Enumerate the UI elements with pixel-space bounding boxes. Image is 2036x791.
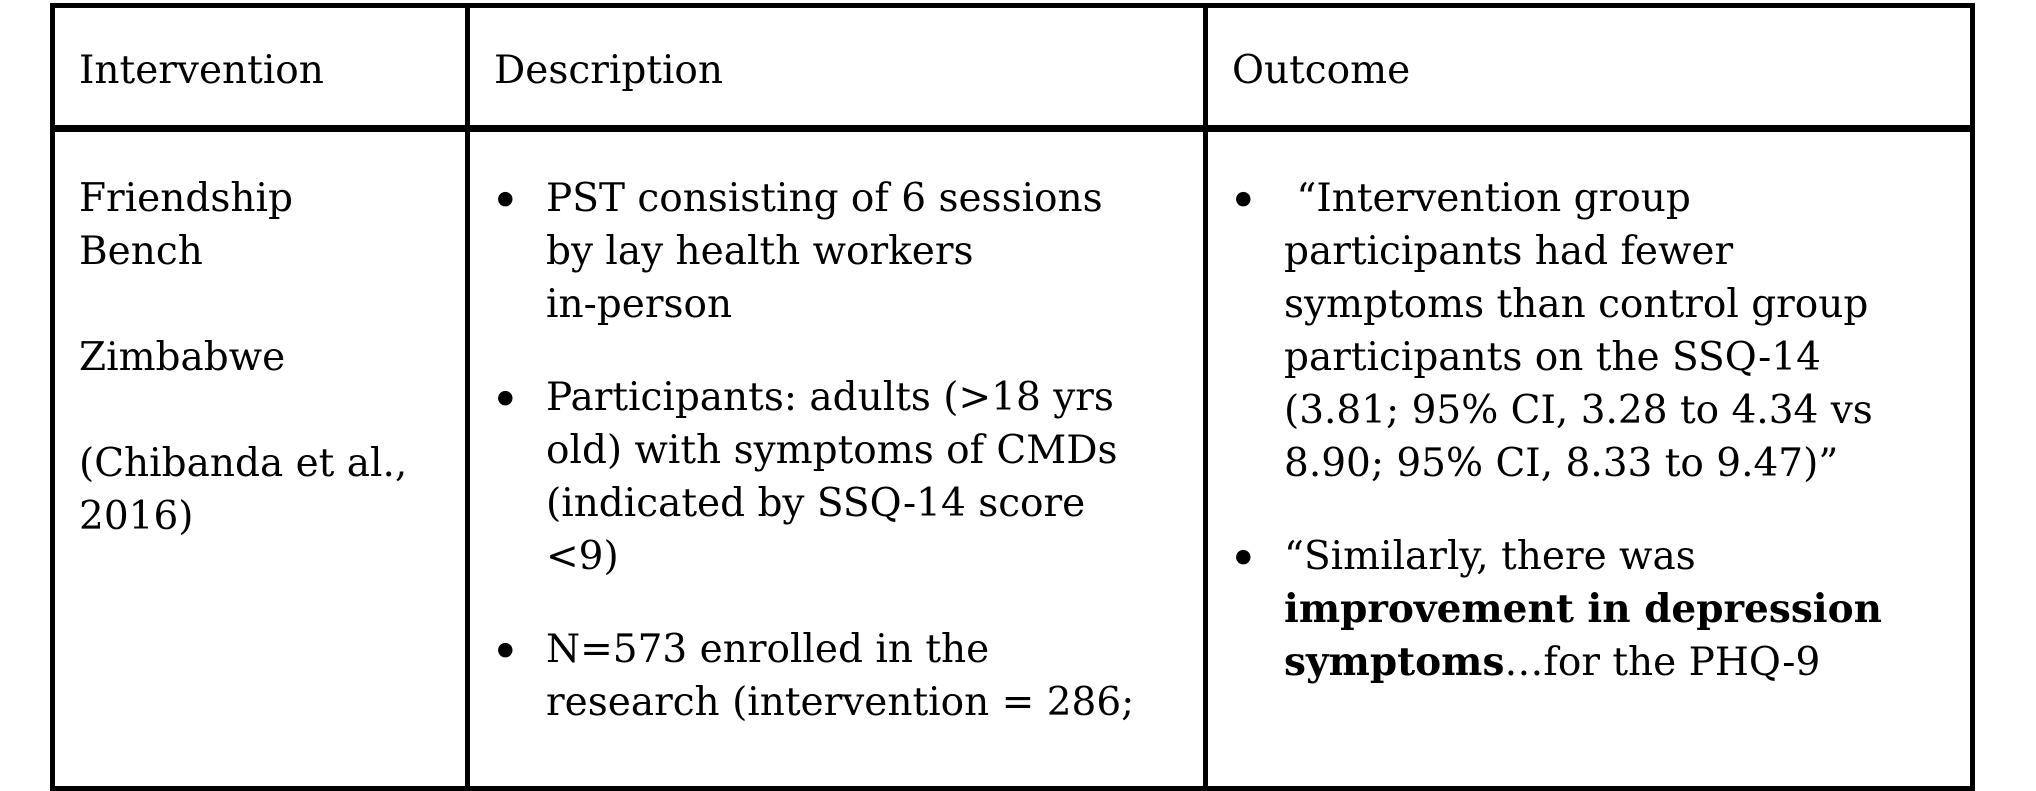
paragraph-intervention-name <box>79 172 445 278</box>
text-line: by lay health workers <box>546 229 974 274</box>
column-header-label: Description <box>494 48 724 93</box>
text-line: (indicated by SSQ-14 score <box>546 481 1086 526</box>
text-line: Friendship <box>79 176 293 221</box>
text-line: symptoms than control group <box>1284 282 1869 327</box>
text-line: old) with symptoms of CMDs <box>546 428 1118 473</box>
text-line: (Chibanda et al., <box>79 441 408 486</box>
paragraph-citation <box>79 437 445 543</box>
table-row <box>53 129 1973 789</box>
list-item <box>494 172 1183 331</box>
list-item-text <box>546 371 1183 583</box>
text-line: “Intervention group <box>1284 176 1691 221</box>
list-item-text <box>546 172 1183 331</box>
text-line: Bench <box>79 229 203 274</box>
cell-intervention <box>53 129 468 789</box>
list-item <box>494 623 1183 729</box>
bold-text-segment: symptoms <box>1284 639 1505 685</box>
bullet-icon: ● <box>1235 187 1252 209</box>
text-line: in-person <box>546 282 733 327</box>
text-line: (3.81; 95% CI, 3.28 to 4.34 vs <box>1284 388 1873 433</box>
text-line: PST consisting of 6 sessions <box>546 176 1103 221</box>
column-header-intervention <box>53 6 468 129</box>
text-line: research (intervention = 286; <box>546 680 1135 725</box>
list-item <box>1232 172 1950 490</box>
text-line: <9) <box>546 534 619 579</box>
bullet-icon: ● <box>497 386 514 408</box>
paragraph-country <box>79 331 445 384</box>
header-row <box>53 6 1973 129</box>
column-header-label: Outcome <box>1232 48 1411 93</box>
text-line: 2016) <box>79 494 194 539</box>
bullet-icon: ● <box>497 638 514 660</box>
column-header-label: Intervention <box>79 48 324 93</box>
column-header-description <box>468 6 1206 129</box>
list-item-text <box>1284 172 1950 490</box>
text-line: Zimbabwe <box>79 335 286 380</box>
list-item-text <box>546 623 1183 729</box>
text-line: Participants: adults (>18 yrs <box>546 375 1114 420</box>
bullet-icon: ● <box>1235 545 1252 567</box>
results-table <box>50 3 1975 791</box>
list-item-text <box>1284 530 1950 689</box>
text-line: …for the PHQ-9 <box>1504 640 1821 685</box>
text-line: “Similarly, there was <box>1284 534 1696 579</box>
list-item <box>494 371 1183 583</box>
text-line: participants on the SSQ-14 <box>1284 335 1821 380</box>
bold-text-segment: improvement in depression <box>1284 586 1882 632</box>
text-line: 8.90; 95% CI, 8.33 to 9.47)” <box>1284 441 1839 486</box>
list-item <box>1232 530 1950 689</box>
document-table-container <box>50 3 1975 791</box>
text-line: N=573 enrolled in the <box>546 627 990 672</box>
cell-outcome <box>1206 129 1973 789</box>
cell-description <box>468 129 1206 789</box>
bullet-icon: ● <box>497 187 514 209</box>
column-header-outcome <box>1206 6 1973 129</box>
text-line: participants had fewer <box>1284 229 1734 274</box>
